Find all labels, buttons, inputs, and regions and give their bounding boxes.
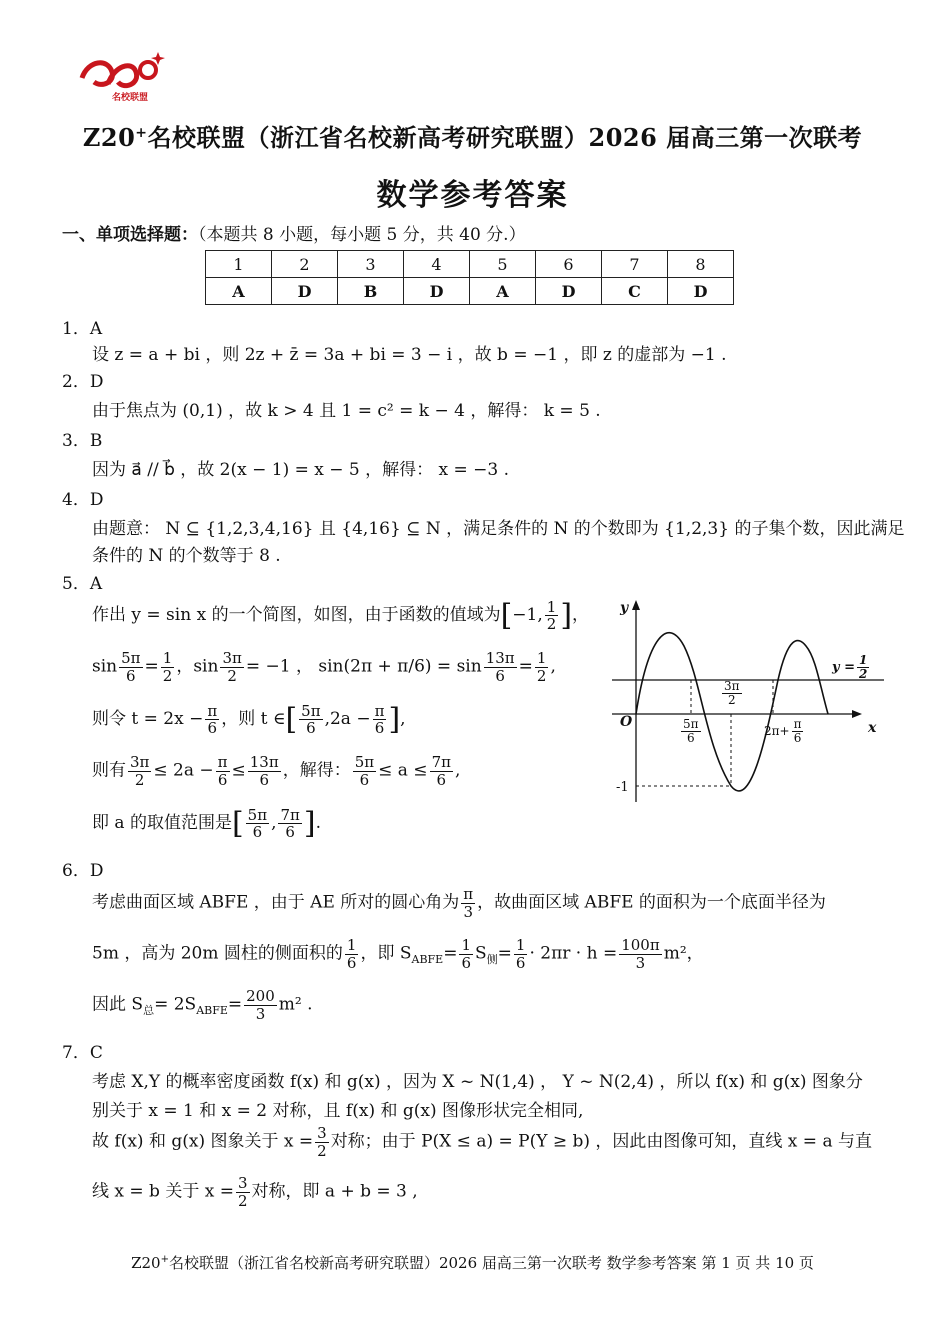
page-footer: Z20+名校联盟（浙江省名校新高考研究联盟）2026 届高三第一次联考 数学参考答案 第 1 页 共 10 页: [131, 1254, 814, 1272]
table-cell: 7: [602, 251, 668, 278]
y-axis-arrow: [632, 600, 640, 610]
y-label: y: [620, 600, 629, 616]
solution-line: 条件的 N 的个数等于 8 .: [92, 546, 281, 566]
solution-line: 由于焦点为 (0,1) ，故 k > 4 且 1 = c² = k − 4 ，解得： k = 5 .: [92, 401, 601, 421]
section-heading: 一、单项选择题：（本题共 8 小题，每小题 5 分，共 40 分.）: [62, 225, 526, 245]
table-cell: D: [668, 278, 734, 305]
solution-line: 则令 t = 2x − $\frac{\pi}{6}$ ，则 t ∈[ $\frac{5\pi}{6}$ ,2a − $\frac{\pi}{6}$ ],: [92, 701, 406, 737]
tick-3pi2: $\frac{3\pi}{2}$: [724, 679, 740, 708]
solution-line: 由题意： N ⊆ {1,2,3,4,16} 且 {4,16} ⊆ N ，满足条件的 N 的个数即为 {1,2,3} 的子集个数，因此满足: [92, 519, 905, 539]
solution-line: 线 x = b 关于 x = $\frac{3}{2}$ 对称，即 a + b = 3 ,: [92, 1174, 418, 1210]
question-number: 1．A: [62, 319, 103, 339]
question-number: 2．D: [62, 372, 104, 392]
answer-table-numbers-row: [206, 251, 734, 278]
table-cell: B: [338, 278, 404, 305]
solution-line: 因此 $S_总= 2S_{ABFE}=$ $\frac{200}{3}$ m² .: [92, 987, 313, 1023]
question-number: 7．C: [62, 1043, 103, 1063]
answer-table: [205, 250, 734, 305]
table-cell: C: [602, 278, 668, 305]
solution-line: 设 z = a + bi ，则 2z + z̄ = 3a + bi = 3 − i ，故 b = −1 ，即 z 的虚部为 −1 .: [92, 345, 727, 365]
solution-line: 别关于 x = 1 和 x = 2 对称，且 f(x) 和 g(x) 图像形状完全相同,: [92, 1101, 584, 1121]
minus-one-label: -1: [616, 780, 629, 795]
x-axis-arrow: [852, 710, 862, 718]
question-number: 5．A: [62, 574, 103, 594]
tick-2pi-pi6: 2π+ $\frac{\pi}{6}$: [764, 717, 802, 746]
solution-line: 5m ，高为 20m 圆柱的侧面积的 $\frac{1}{6}$ ，即 $S_{ABFE}=$ $\frac{1}{6}$ $S_侧=$ $\frac{1}{6}$ · 2πr · h = $\frac{100\pi}{3}$ m²，: [92, 936, 704, 972]
page-title: Z20+名校联盟（浙江省名校新高考研究联盟）2026 届高三第一次联考: [82, 123, 863, 152]
solution-line: sin $\frac{5\pi}{6}$ = $\frac{1}{2}$ ，sin $\frac{3\pi}{2}$ = −1 ， sin(2π + π/6) = sin $\frac{13\pi}{6}$ = $\frac{1}{2}$ ,: [92, 649, 556, 685]
table-cell: 1: [206, 251, 272, 278]
question-number: 3．B: [62, 431, 103, 451]
table-cell: D: [272, 278, 338, 305]
half-line-label: y = $\frac{1}{2}$: [832, 653, 868, 682]
origin-label: O: [620, 714, 633, 730]
tick-5pi6: $\frac{5\pi}{6}$: [683, 717, 699, 746]
solution-line: 考虑曲面区域 ABFE ，由于 AE 所对的圆心角为 $\frac{\pi}{3}$ ，故曲面区域 ABFE 的面积为一个底面半径为: [92, 885, 826, 921]
sine-curve: [636, 633, 828, 791]
sine-graph-svg: [606, 596, 896, 806]
table-cell: 2: [272, 251, 338, 278]
x-label: x: [868, 720, 877, 736]
question-number: 6．D: [62, 861, 104, 881]
solution-line: 即 a 的取值范围是[ $\frac{5\pi}{6}$ , $\frac{7\pi}{6}$ ].: [92, 805, 322, 841]
table-cell: 8: [668, 251, 734, 278]
solution-line: 则有 $\frac{3\pi}{2}$ ≤ 2a − $\frac{\pi}{6}$ ≤ $\frac{13\pi}{6}$ ，解得： $\frac{5\pi}{6}$ ≤ a ≤ $\frac{7\pi}{6}$ ,: [92, 753, 461, 789]
solution-line: 作出 y = sin x 的一个简图，如图，由于函数的值域为[−1, $\frac{1}{2}$ ]，: [92, 597, 590, 633]
logo-text: 名校联盟: [112, 93, 149, 103]
table-cell: D: [536, 278, 602, 305]
table-cell: 3: [338, 251, 404, 278]
table-cell: 6: [536, 251, 602, 278]
solution-line: 考虑 X,Y 的概率密度函数 f(x) 和 g(x) ，因为 X ~ N(1,4) ， Y ~ N(2,4) ，所以 f(x) 和 g(x) 图象分: [92, 1072, 863, 1092]
table-cell: A: [470, 278, 536, 305]
logo: [78, 48, 170, 110]
solution-line: 故 f(x) 和 g(x) 图象关于 x = $\frac{3}{2}$ 对称；由于 P(X ≤ a) = P(Y ≥ b) ，因此由图像可知，直线 x = a 与直: [92, 1124, 872, 1160]
solution-line: 因为 a⃗ // b⃗ ，故 2(x − 1) = x − 5 ，解得： x = −3 .: [92, 460, 510, 480]
table-cell: 5: [470, 251, 536, 278]
sine-graph: [606, 596, 896, 806]
table-cell: A: [206, 278, 272, 305]
page-subtitle: 数学参考答案: [376, 178, 569, 213]
answer-table-answers-row: [206, 278, 734, 305]
table-cell: D: [404, 278, 470, 305]
table-cell: 4: [404, 251, 470, 278]
question-number: 4．D: [62, 490, 104, 510]
